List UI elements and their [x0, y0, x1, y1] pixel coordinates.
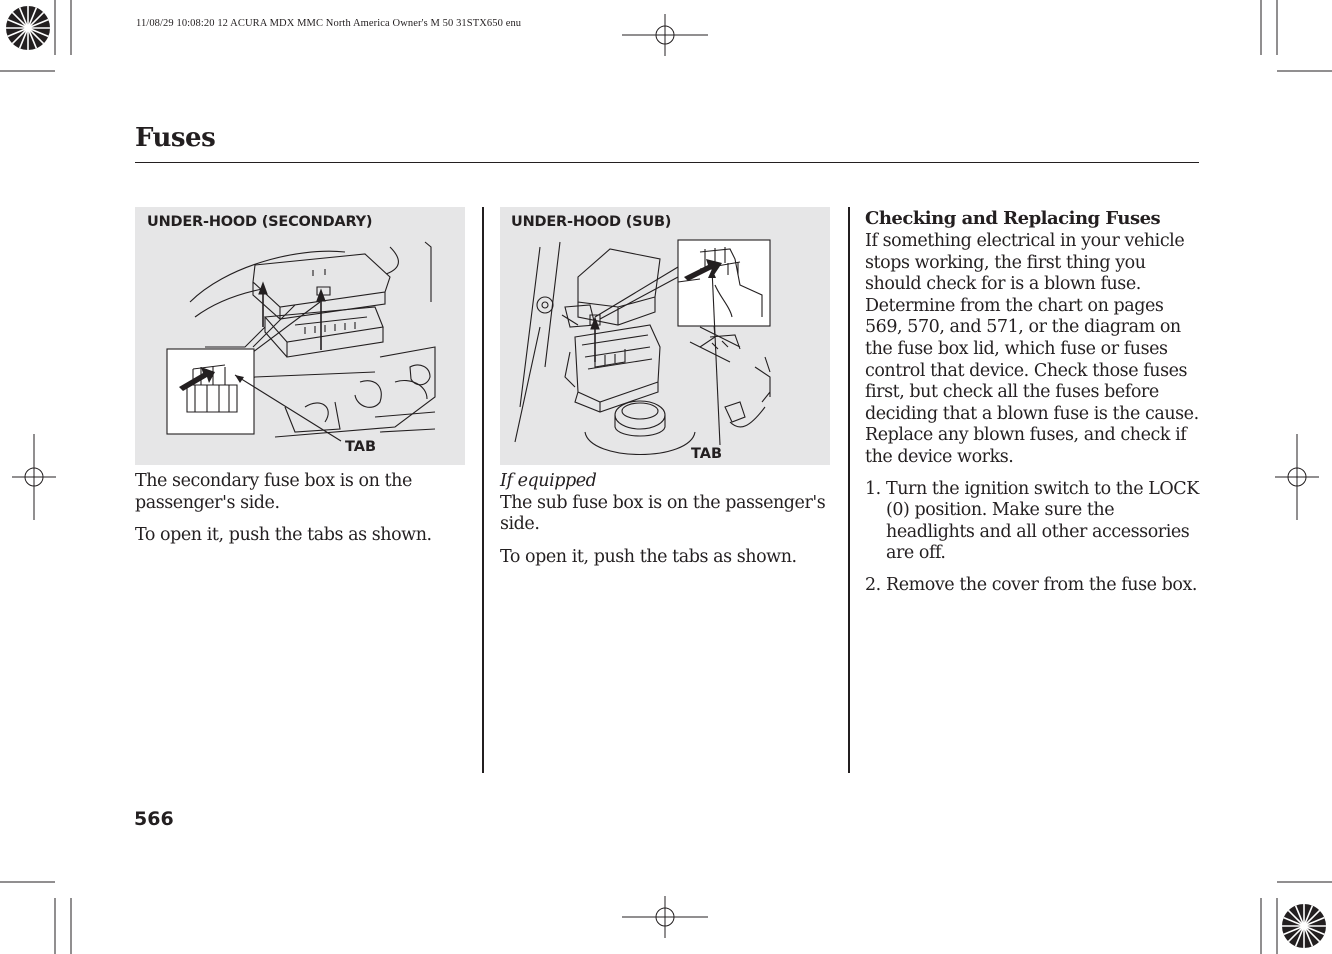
step-number: 2. — [865, 574, 881, 595]
page-number: 566 — [134, 808, 174, 830]
figure-label: UNDER-HOOD (SECONDARY) — [147, 214, 373, 230]
page-title: Fuses — [135, 123, 216, 153]
step-text: Remove the cover from the fuse box. — [886, 574, 1198, 595]
secondary-fuse-box-figure — [135, 207, 465, 465]
print-slug: 11/08/29 10:08:20 12 ACURA MDX MMC North America Owner's M 50 31STX650 enu — [136, 18, 522, 29]
secondary-fuse-box-illustration — [135, 207, 465, 465]
paragraph: To open it, push the tabs as shown. — [500, 546, 797, 567]
right-column — [865, 208, 1201, 597]
left-column-text — [135, 471, 475, 547]
intro-paragraph: If something electrical in your vehicle stops working, the first thing you should check for is a blown fuse. Determine from the chart on pages 569, 570, and 571, or the diagram on the fuse box lid, which fuse or fuses control that device. Check those fuses first, but check all the fuses before deciding that a blown fuse is the cause. Replace any blown fuses, and check if the device works. — [865, 231, 1199, 467]
column-divider-left — [482, 207, 484, 773]
tab-callout: TAB — [691, 446, 723, 462]
figure-label: UNDER-HOOD (SUB) — [511, 214, 672, 230]
tab-callout: TAB — [345, 439, 377, 455]
step-item — [865, 575, 1201, 597]
title-rule — [135, 162, 1199, 163]
section-heading: Checking and Replacing Fuses — [865, 208, 1161, 229]
paragraph: The sub fuse box is on the passenger's side. — [500, 492, 826, 535]
step-number: 1. — [865, 478, 881, 499]
step-text: Turn the ignition switch to the LOCK (0) position. Make sure the headlights and all other accessories are off. — [886, 478, 1199, 564]
column-divider-right — [848, 207, 850, 773]
sub-fuse-box-figure — [500, 207, 830, 465]
step-item — [865, 479, 1201, 565]
paragraph: The secondary fuse box is on the passenger's side. — [135, 471, 412, 513]
paragraph: To open it, push the tabs as shown. — [135, 525, 432, 546]
equipment-note: If equipped — [500, 471, 597, 491]
middle-column-text — [500, 471, 840, 568]
sub-fuse-box-illustration — [500, 207, 830, 465]
